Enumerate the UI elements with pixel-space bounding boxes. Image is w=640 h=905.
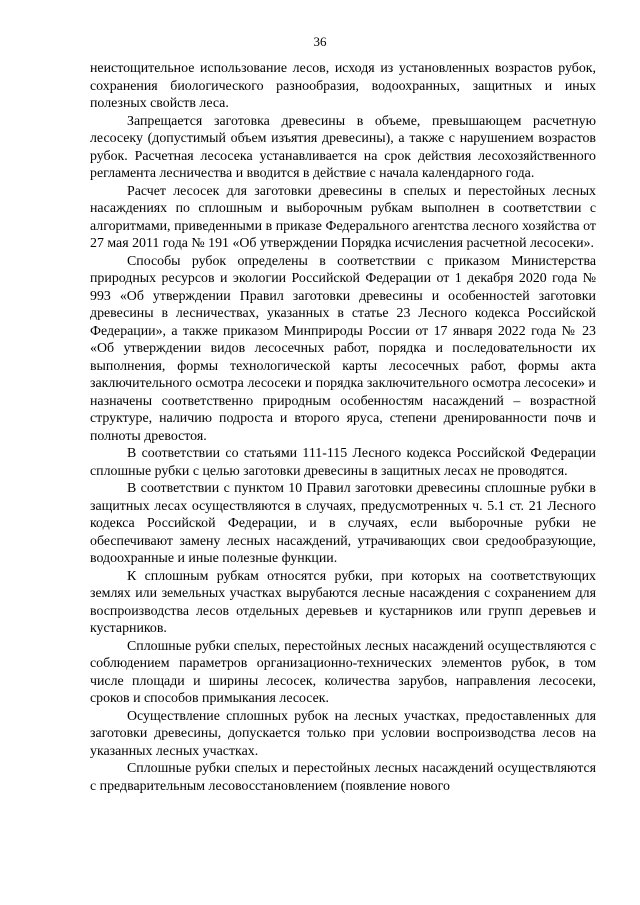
- paragraph-felling-methods: Способы рубок определены в соответствии с приказом Министерства природных ресурсов и экологии Российской Федерации от 1 декабря 2020 года № 993 «Об утверждении Правил заготовки древесины и особенностей заготовки древесины в лесничествах, указанных в статье 23 Лесного кодекса Российской Федерации», а также приказом Минприроды России от 17 января 2022 года № 23 «Об утверждении видов лесосечных работ, порядка и последовательности их выполнения, формы технологической карты лесосечных работ, формы акта заключительного осмотра лесосеки и порядка заключительного осмотра лесосеки» и назначены соответственно природным особенностям насаждений – возрастной структуре, наличию подроста и второго яруса, степени дренированности почв и полноты древостоя.: [90, 253, 596, 444]
- paragraph-preliminary-reforestation: Сплошные рубки спелых и перестойных лесных насаждений осуществляются с предварительным лесовосстановлением (появление нового: [90, 761, 596, 794]
- paragraph-continuation: неистощительное использование лесов, исходя из установленных возрастов рубок, сохранения биологического разнообразия, водоохранных, защитных и иных полезных свойств леса.: [90, 61, 596, 111]
- paragraph-clear-cutting-cases: В соответствии с пунктом 10 Правил заготовки древесины сплошные рубки в защитных лесах осуществляются в случаях, предусмотренных ч. 5.1 ст. 21 Лесного кодекса Российской Федерации, и в случаях, если выборочные рубки не обеспечивают замену лесных насаждений, утрачивающих свои средообразующие, водоохранные и иные полезные функции.: [90, 481, 596, 566]
- page-number: 36: [313, 34, 327, 49]
- paragraph-reproduction-condition: Осуществление сплошных рубок на лесных участках, предоставленных для заготовки древесины, допускается только при условии воспроизводства лесов на указанных лесных участках.: [90, 708, 596, 759]
- paragraph-clear-cutting-parameters: Сплошные рубки спелых, перестойных лесных насаждений осуществляются с соблюдением параметров организационно-технических элементов рубок, в том числе площади и ширины лесосек, количества зарубов, направления лесосеки, сроков и способов примыкания лесосек.: [90, 638, 596, 706]
- paragraph-harvest-limit: Запрещается заготовка древесины в объеме, превышающем расчетную лесосеку (допустимый объем изъятия древесины), а также с нарушением возрастов рубок. Расчетная лесосека устанавливается на срок действия лесохозяйственного регламента лесничества и вводится в действие с начала календарного года.: [90, 113, 596, 181]
- paragraph-protective-forests: В соответствии со статьями 111-115 Лесного кодекса Российской Федерации сплошные рубки с целью заготовки древесины в защитных лесах не проводятся.: [90, 446, 596, 479]
- paragraph-clear-cutting-definition: К сплошным рубкам относятся рубки, при которых на соответствующих землях или земельных участках вырубаются лесные насаждения с сохранением для воспроизводства лесов отдельных деревьев и кустарников или групп деревьев и кустарников.: [90, 568, 596, 636]
- paragraph-cutting-area-calculation: Расчет лесосек для заготовки древесины в спелых и перестойных лесных насаждениях по сплошным и выборочным рубкам выполнен в соответствии с алгоритмами, приведенными в приказе Федерального агентства лесного хозяйства от 27 мая 2011 года № 191 «Об утверждении Порядка исчисления расчетной лесосеки».: [90, 183, 596, 251]
- body-text: [90, 60, 596, 795]
